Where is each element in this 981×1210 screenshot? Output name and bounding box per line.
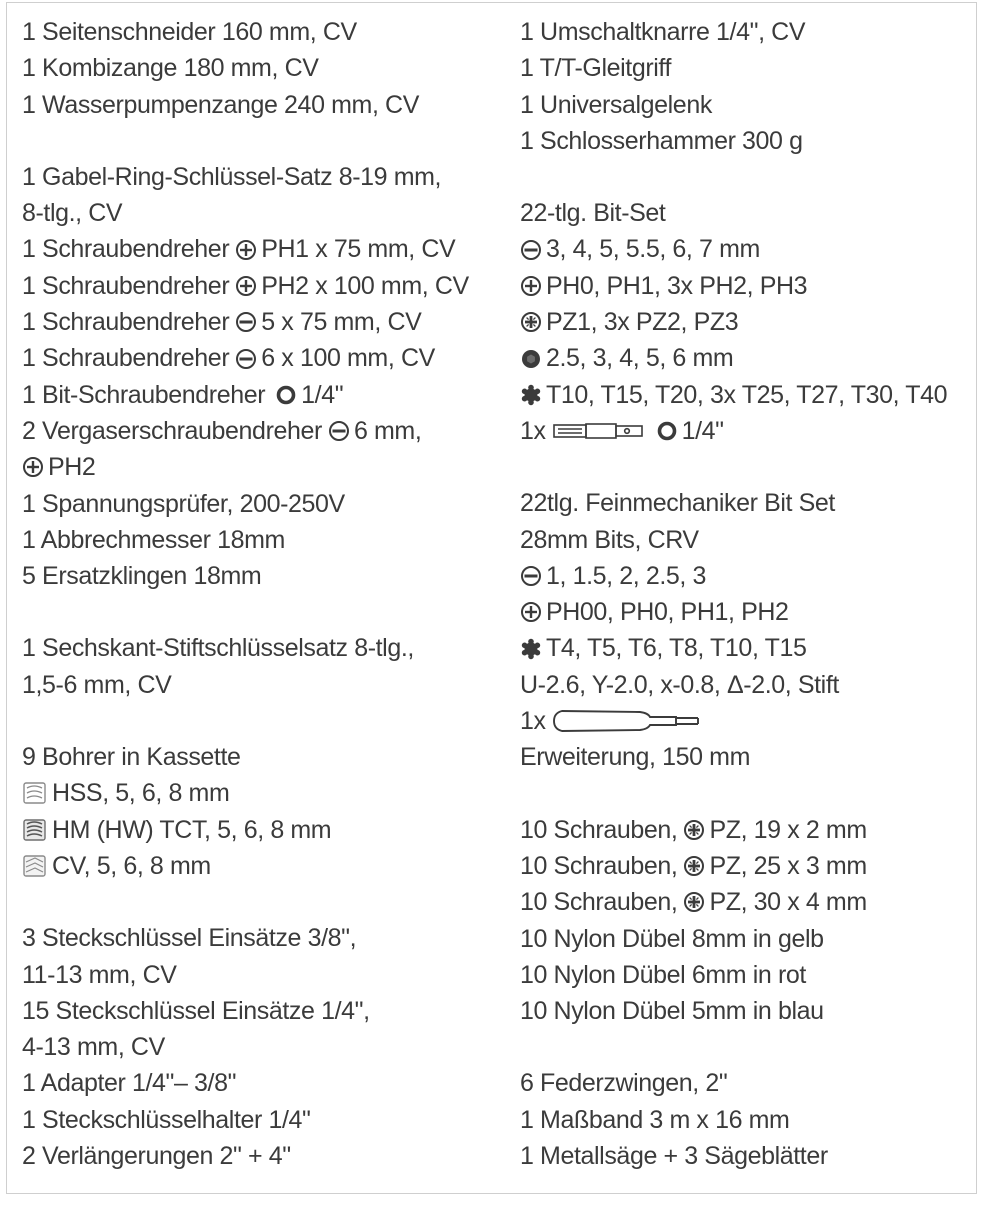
item-group [520, 485, 975, 775]
item-text: 1,5-6 mm, CV [22, 670, 172, 699]
list-item [22, 812, 492, 848]
item-text: 1 Schraubendreher [22, 271, 230, 300]
list-item [520, 195, 975, 231]
item-text: 2 Vergaserschraubendreher [22, 416, 322, 445]
item-text: 1 Wasserpumpenzange 240 mm, CV [22, 90, 419, 119]
list-item [520, 957, 975, 993]
item-text: 1 Maßband 3 m x 16 mm [520, 1105, 790, 1134]
right-column [520, 14, 975, 1210]
phillips-icon [520, 275, 542, 297]
hex-drive-icon [275, 384, 297, 406]
list-item [22, 1102, 492, 1138]
list-item [22, 1065, 492, 1101]
item-detail: 1, 1.5, 2, 2.5, 3 [546, 561, 706, 590]
item-text: 1 Abbrechmesser 18mm [22, 525, 285, 554]
list-item [520, 703, 975, 739]
item-text: 1 Schlosserhammer 300 g [520, 126, 803, 155]
item-text: Erweiterung, 150 mm [520, 743, 750, 772]
item-detail: T10, T15, T20, 3x T25, T27, T30, T40 [546, 380, 948, 409]
item-detail: 1/4" [681, 416, 724, 445]
pozidriv-icon [683, 819, 705, 841]
item-detail: PH00, PH0, PH1, PH2 [546, 598, 789, 627]
item-detail: PZ1, 3x PZ2, PZ3 [546, 308, 739, 337]
hss-drill-icon [22, 780, 48, 806]
item-detail: PH1 x 75 mm, CV [261, 235, 456, 264]
item-text: 5 Ersatzklingen 18mm [22, 562, 262, 591]
list-item [22, 558, 492, 594]
list-item [520, 304, 975, 340]
left-column [22, 14, 492, 1210]
item-detail: HM (HW) TCT, 5, 6, 8 mm [52, 815, 332, 844]
list-item [22, 739, 492, 775]
item-detail: PZ, 19 x 2 mm [709, 815, 867, 844]
list-item [22, 920, 492, 956]
item-text: 10 Schrauben, [520, 815, 678, 844]
list-item [22, 775, 492, 811]
list-item [22, 377, 492, 413]
item-text: 1 Kombizange 180 mm, CV [22, 54, 319, 83]
item-group [22, 159, 492, 595]
list-item [22, 667, 492, 703]
item-group [22, 630, 492, 703]
item-detail: 5 x 75 mm, CV [261, 308, 422, 337]
item-text: 2 Verlängerungen 2" + 4" [22, 1142, 291, 1171]
item-detail: 3, 4, 5, 5.5, 6, 7 mm [546, 235, 760, 264]
item-text: 9 Bohrer in Kassette [22, 743, 241, 772]
list-item [22, 14, 492, 50]
list-item [22, 231, 492, 267]
list-item [520, 993, 975, 1029]
list-item [520, 14, 975, 50]
screwdriver-handle-icon [552, 708, 700, 734]
list-item [520, 667, 975, 703]
item-text: 1 Bit-Schraubendreher [22, 380, 266, 409]
list-item [520, 377, 975, 413]
list-item [520, 812, 975, 848]
list-item [520, 630, 975, 666]
item-detail: 6 x 100 mm, CV [261, 344, 435, 373]
item-text: 1x [520, 416, 546, 445]
item-text: 1x [520, 707, 546, 736]
list-item [520, 87, 975, 123]
list-item [22, 522, 492, 558]
item-detail: PZ, 30 x 4 mm [709, 888, 867, 917]
list-item [22, 957, 492, 993]
item-detail: PH0, PH1, 3x PH2, PH3 [546, 271, 808, 300]
hex-socket-icon [520, 348, 542, 370]
list-item [520, 921, 975, 957]
list-item [22, 630, 492, 666]
list-item [22, 1029, 492, 1065]
list-item [22, 159, 492, 195]
item-text: 6 Federzwingen, 2" [520, 1069, 728, 1098]
item-group [520, 195, 975, 449]
list-item [520, 884, 975, 920]
pozidriv-icon [683, 855, 705, 877]
item-text: 1 Spannungsprüfer, 200-250V [22, 489, 345, 518]
list-item [520, 485, 975, 521]
hm-drill-icon [22, 817, 48, 843]
item-text: 11-13 mm, CV [22, 960, 177, 989]
item-text: 1 Adapter 1/4"– 3/8" [22, 1069, 237, 1098]
list-item [520, 413, 975, 449]
item-group [22, 14, 492, 123]
item-text: 1 Schraubendreher [22, 235, 230, 264]
phillips-icon [235, 239, 257, 261]
torx-icon [520, 384, 542, 406]
item-text: 1 Umschaltknarre 1/4", CV [520, 18, 806, 46]
slotted-icon [235, 311, 257, 333]
list-item [520, 558, 975, 594]
item-text: 1 Sechskant-Stiftschlüsselsatz 8-tlg., [22, 634, 414, 663]
item-text: 1 Steckschlüsselhalter 1/4" [22, 1105, 311, 1134]
item-detail: T4, T5, T6, T8, T10, T15 [546, 634, 807, 663]
list-item [22, 195, 492, 231]
list-item [520, 123, 975, 159]
item-text: 15 Steckschlüssel Einsätze 1/4", [22, 996, 370, 1025]
list-item [520, 522, 975, 558]
item-text: 10 Schrauben, [520, 851, 678, 880]
phillips-icon [235, 275, 257, 297]
hex-drive-icon [656, 420, 678, 442]
list-item [520, 848, 975, 884]
list-item [22, 304, 492, 340]
item-text: 4-13 mm, CV [22, 1033, 165, 1062]
slotted-icon [520, 565, 542, 587]
list-item [520, 340, 975, 376]
item-text: 1 Schraubendreher [22, 308, 230, 337]
item-text: 8-tlg., CV [22, 199, 123, 228]
list-item [520, 268, 975, 304]
item-detail: HSS, 5, 6, 8 mm [52, 779, 230, 808]
item-detail: PH2 [48, 453, 96, 482]
cv-drill-icon [22, 853, 48, 879]
list-item [520, 1102, 975, 1138]
list-item [22, 1138, 492, 1174]
phillips-icon [520, 601, 542, 623]
item-group [520, 812, 975, 1030]
item-text: 22-tlg. Bit-Set [520, 199, 666, 228]
list-item [520, 739, 975, 775]
list-item [22, 993, 492, 1029]
item-text: 1 Schraubendreher [22, 344, 230, 373]
list-item [22, 848, 492, 884]
item-detail: CV, 5, 6, 8 mm [52, 851, 211, 880]
item-text: 1 T/T-Gleitgriff [520, 54, 672, 83]
slotted-icon [235, 348, 257, 370]
item-text: U-2.6, Y-2.0, x-0.8, Δ-2.0, Stift [520, 670, 839, 699]
list-item [520, 594, 975, 630]
item-text: 1 Metallsäge + 3 Sägeblätter [520, 1142, 828, 1171]
list-item [22, 449, 492, 485]
item-group [22, 739, 492, 884]
item-text: 10 Nylon Dübel 8mm in gelb [520, 924, 824, 953]
item-group [520, 1065, 975, 1174]
item-text: 3 Steckschlüssel Einsätze 3/8", [22, 924, 357, 953]
list-item [22, 413, 492, 449]
list-item [22, 268, 492, 304]
list-item [22, 87, 492, 123]
item-detail: PH2 x 100 mm, CV [261, 271, 469, 300]
item-text: 22tlg. Feinmechaniker Bit Set [520, 489, 835, 518]
item-detail: PZ, 25 x 3 mm [709, 851, 867, 880]
list-item [520, 1065, 975, 1101]
item-text: 10 Nylon Dübel 5mm in blau [520, 997, 824, 1026]
slotted-icon [520, 239, 542, 261]
item-detail: 6 mm, [353, 416, 422, 445]
pozidriv-icon [520, 311, 542, 333]
list-item [22, 486, 492, 522]
item-text: 1 Seitenschneider 160 mm, CV [22, 18, 357, 46]
item-text: 1 Universalgelenk [520, 90, 712, 119]
list-item [520, 231, 975, 267]
item-detail: 2.5, 3, 4, 5, 6 mm [546, 344, 734, 373]
item-text: 1 Gabel-Ring-Schlüssel-Satz 8-19 mm, [22, 162, 442, 191]
item-text: 10 Nylon Dübel 6mm in rot [520, 960, 806, 989]
slotted-icon [328, 420, 350, 442]
list-item [520, 50, 975, 86]
item-text: 28mm Bits, CRV [520, 525, 699, 554]
pozidriv-icon [683, 891, 705, 913]
item-group [520, 14, 975, 159]
list-item [22, 50, 492, 86]
list-item [22, 340, 492, 376]
list-item [520, 1138, 975, 1174]
item-text: 10 Schrauben, [520, 888, 678, 917]
item-detail: 1/4" [301, 380, 344, 409]
phillips-icon [22, 456, 44, 478]
torx-icon [520, 638, 542, 660]
item-group [22, 920, 492, 1174]
bit-holder-icon [552, 420, 648, 442]
